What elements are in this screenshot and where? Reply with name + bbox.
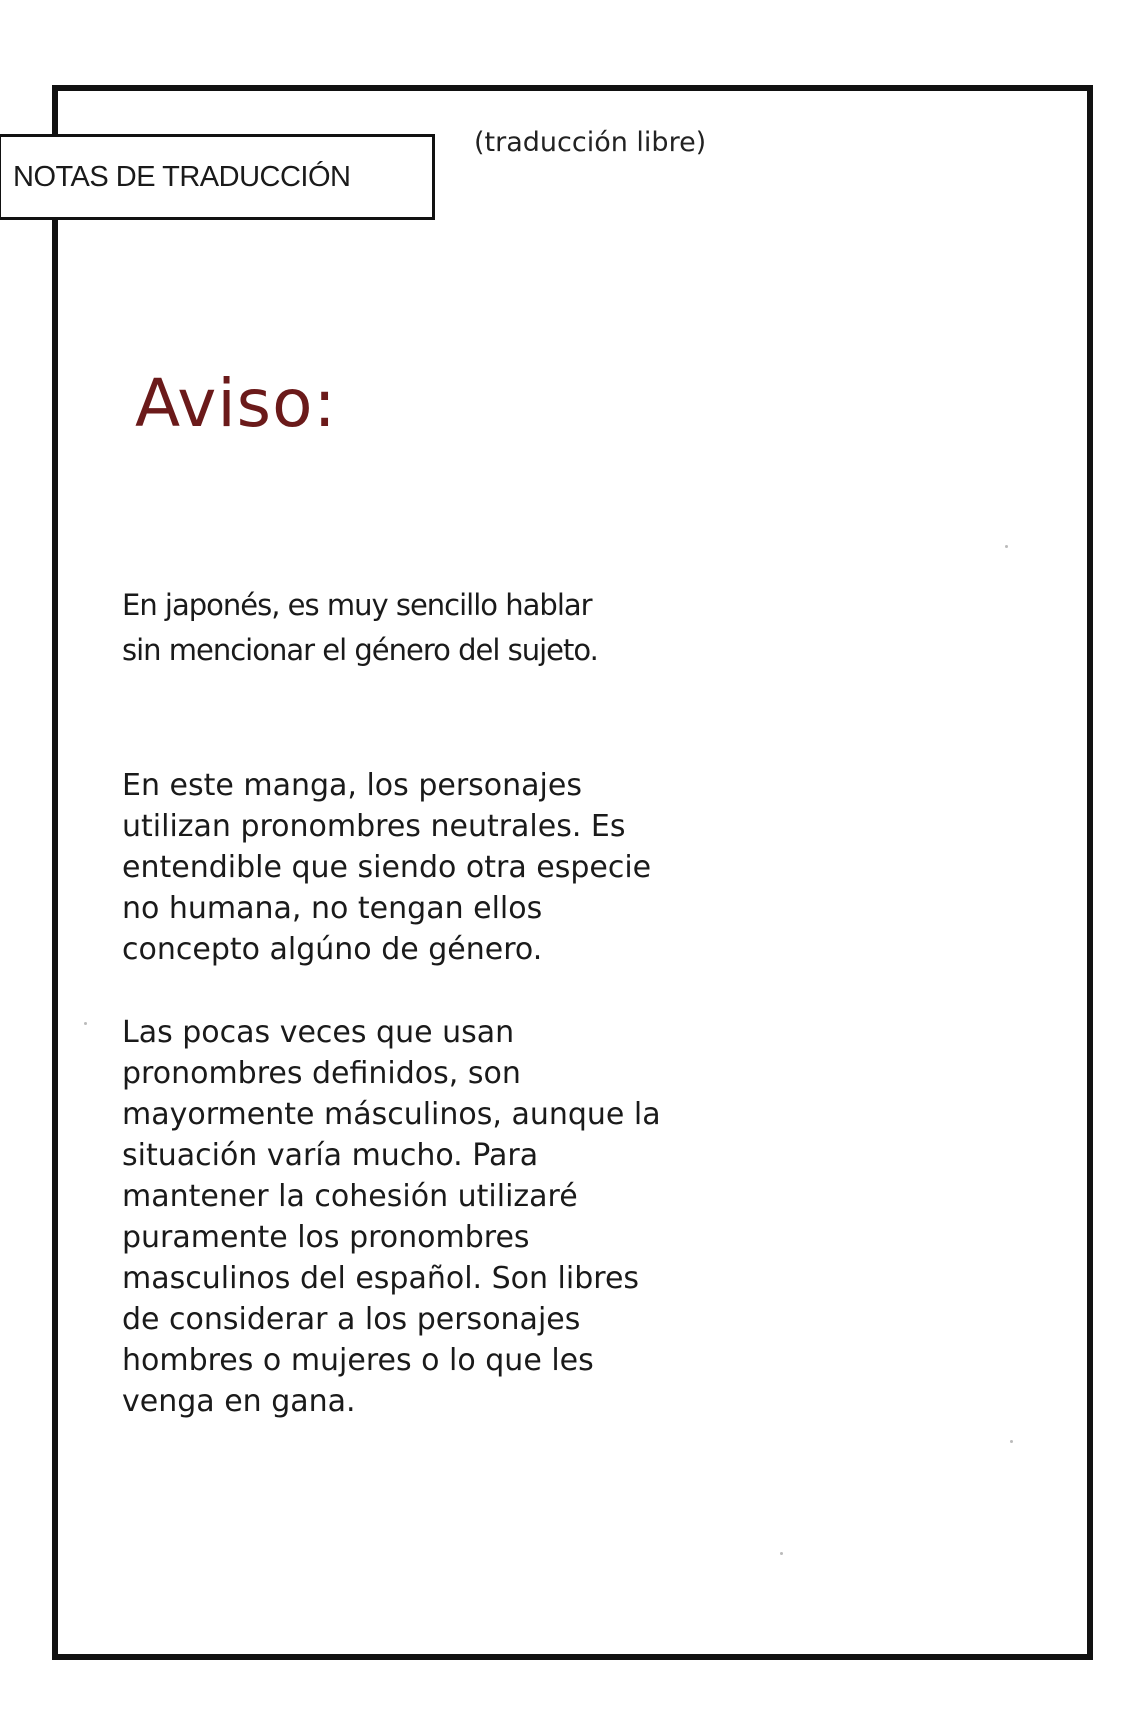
paragraph-line: mantener la cohesión utilizaré: [122, 1179, 578, 1214]
notice-title: Aviso:: [135, 365, 337, 442]
paragraph-line: hombres o mujeres o lo que les: [122, 1343, 594, 1378]
paragraph-line: de considerar a los personajes: [122, 1302, 581, 1337]
paragraph-line: puramente los pronombres: [122, 1220, 530, 1255]
paragraph-line: pronombres definidos, son: [122, 1056, 521, 1091]
intro-paragraph: [122, 583, 682, 673]
scan-speck: [1005, 545, 1008, 548]
paragraph-line: entendible que siendo otra especie: [122, 850, 652, 885]
header-label: NOTAS DE TRADUCCIÓN: [13, 160, 351, 193]
paragraph-line: no humana, no tengan ellos: [122, 891, 543, 926]
subtitle: (traducción libre): [474, 127, 707, 158]
paragraph-masculine-pronouns: [122, 1012, 742, 1422]
intro-line: sin mencionar el género del sujeto.: [122, 633, 598, 667]
paragraph-neutral-pronouns: [122, 765, 742, 970]
scan-speck: [84, 1022, 87, 1025]
paragraph-line: mayormente másculinos, aunque la: [122, 1097, 661, 1132]
scan-speck: [780, 1552, 783, 1555]
header-label-box: [0, 134, 435, 220]
paragraph-line: Las pocas veces que usan: [122, 1015, 515, 1050]
paragraph-line: masculinos del español. Son libres: [122, 1261, 640, 1296]
paragraph-line: situación varía mucho. Para: [122, 1138, 539, 1173]
paragraph-line: venga en gana.: [122, 1384, 356, 1419]
paragraph-line: utilizan pronombres neutrales. Es: [122, 809, 626, 844]
paragraph-line: En este manga, los personajes: [122, 768, 582, 803]
intro-line: En japonés, es muy sencillo hablar: [122, 588, 592, 622]
paragraph-line: concepto algúno de género.: [122, 932, 543, 967]
scan-speck: [1010, 1440, 1013, 1443]
